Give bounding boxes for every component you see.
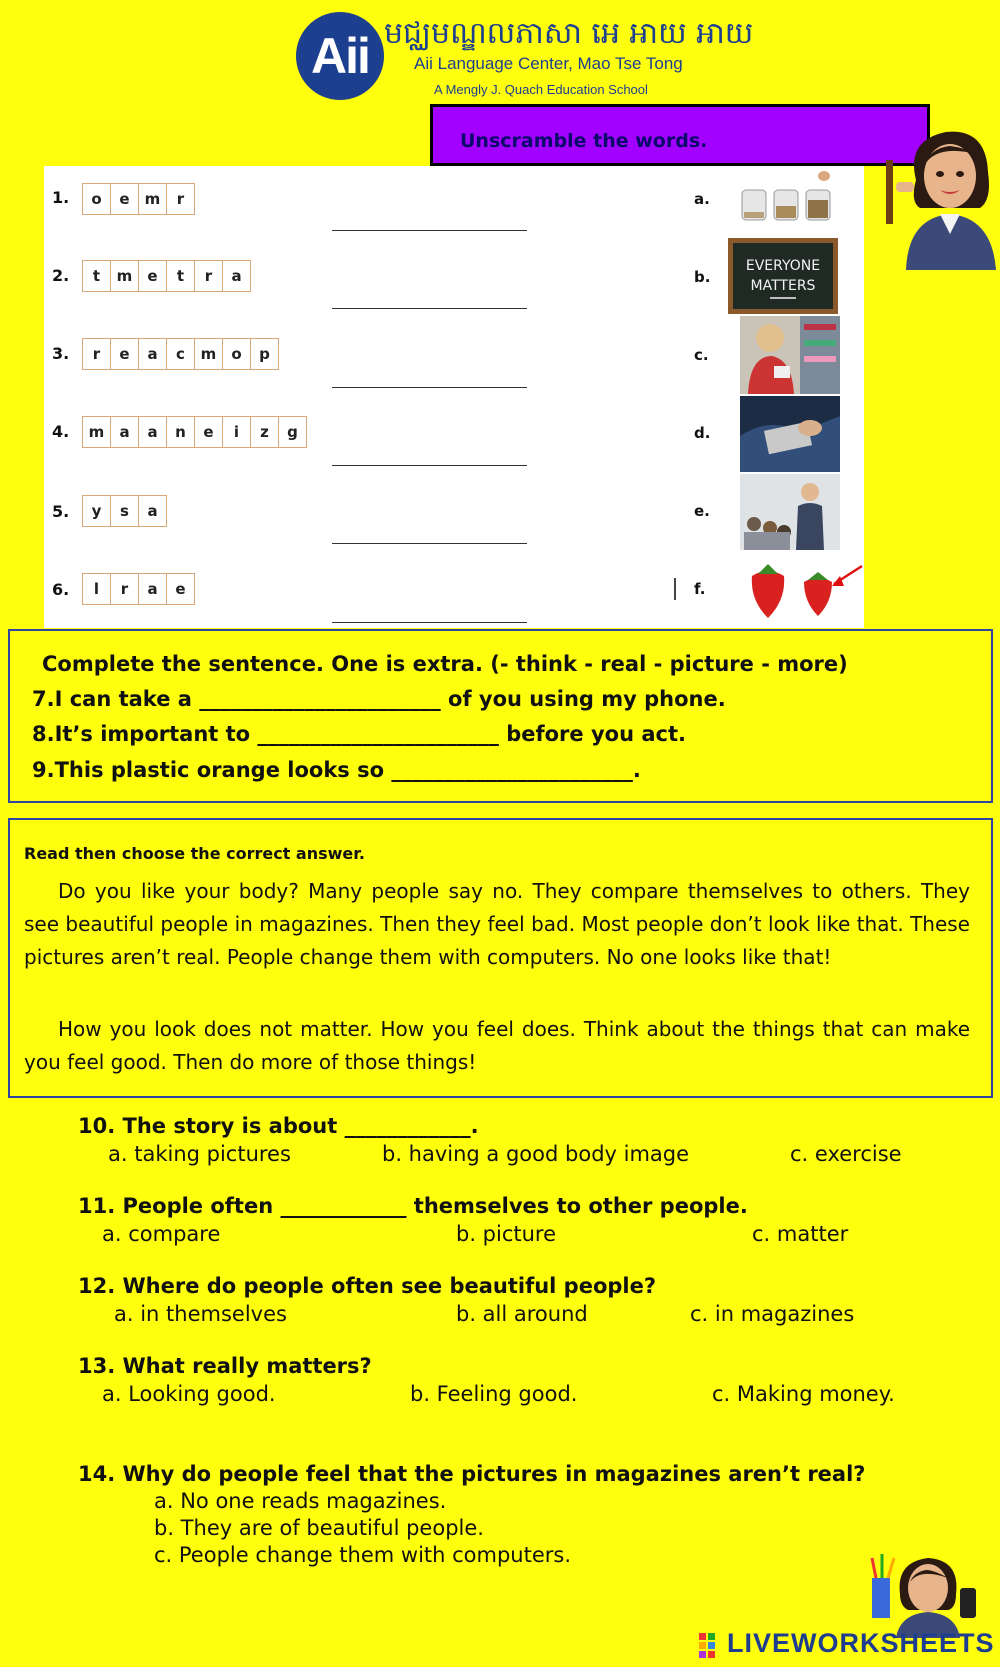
question-11: 11. People often ____________ themselves to other people. bbox=[78, 1194, 748, 1218]
sentence-8: 8.It’s important to _______________________ before you act. bbox=[32, 722, 686, 746]
picture-letter: a. bbox=[694, 190, 710, 208]
answer-line-3[interactable] bbox=[332, 387, 527, 388]
school-name: A Mengly J. Quach Education School bbox=[434, 82, 648, 97]
chalkboard-picture bbox=[728, 238, 838, 314]
teacher-avatar-icon bbox=[896, 110, 1000, 270]
question-12: 12. Where do people often see beautiful people? bbox=[78, 1274, 657, 1298]
answer-line-4[interactable] bbox=[332, 465, 527, 466]
answer-line-1[interactable] bbox=[332, 230, 527, 231]
question-13: 13. What really matters? bbox=[78, 1354, 372, 1378]
letter-box: m bbox=[111, 261, 139, 291]
liveworksheets-logo-icon bbox=[699, 1633, 725, 1659]
letter-box: e bbox=[195, 417, 223, 447]
letter-box: o bbox=[223, 339, 251, 369]
answer-line-6[interactable] bbox=[332, 622, 527, 623]
reading-paragraph-1: Do you like your body? Many people say no. They compare themselves to others. They see beautiful people in magazines. Then they feel bad. Most people don’t look like that. These pictures aren’t real. People change them with computers. No one looks like that! bbox=[24, 879, 970, 969]
letter-box: m bbox=[83, 417, 111, 447]
picture-letter: b. bbox=[694, 268, 711, 286]
option-a[interactable]: a. taking pictures bbox=[108, 1142, 291, 1166]
item-number: 2. bbox=[52, 266, 70, 285]
letter-box: g bbox=[287, 423, 298, 441]
option-b[interactable]: b. Feeling good. bbox=[410, 1382, 578, 1406]
chalk-line-1: EVERYONE bbox=[745, 258, 821, 274]
man-presenting-picture bbox=[740, 474, 840, 550]
letter-box: e bbox=[111, 184, 139, 214]
item-number: 1. bbox=[52, 188, 70, 207]
center-name: Aii Language Center, Mao Tse Tong bbox=[414, 54, 683, 73]
letter-box: m bbox=[139, 184, 167, 214]
letter-box: a bbox=[111, 417, 139, 447]
answer-line-5[interactable] bbox=[332, 543, 527, 544]
option-a[interactable]: a. Looking good. bbox=[102, 1382, 276, 1406]
letter-box: y bbox=[83, 496, 111, 526]
item-number: 5. bbox=[52, 502, 70, 521]
option-c[interactable]: c. matter bbox=[752, 1222, 849, 1246]
option-b[interactable]: b. They are of beautiful people. bbox=[154, 1516, 484, 1540]
teacher-footer-icon bbox=[868, 1548, 988, 1638]
letter-box: p bbox=[259, 345, 270, 363]
option-a[interactable]: a. compare bbox=[102, 1222, 221, 1246]
option-b[interactable]: b. having a good body image bbox=[382, 1142, 690, 1166]
cursor-bar bbox=[674, 578, 676, 600]
letter-box: m bbox=[195, 339, 223, 369]
scrambled-letters bbox=[82, 495, 167, 527]
woman-reading-magazine-picture bbox=[740, 316, 840, 394]
letter-box: t bbox=[167, 261, 195, 291]
letter-box: a bbox=[147, 502, 158, 520]
scrambled-letters bbox=[82, 416, 307, 448]
answer-line-2[interactable] bbox=[332, 308, 527, 309]
scrambled-letters bbox=[82, 338, 279, 370]
letter-box: n bbox=[167, 417, 195, 447]
letter-box: e bbox=[175, 580, 186, 598]
letter-box: e bbox=[139, 261, 167, 291]
letter-box: s bbox=[111, 496, 139, 526]
option-c[interactable]: c. exercise bbox=[790, 1142, 902, 1166]
sentence-7: 7.I can take a _______________________ of you using my phone. bbox=[32, 687, 726, 711]
reading-instruction: Read then choose the correct answer. bbox=[24, 844, 365, 863]
banner-title: Unscramble the words. bbox=[460, 130, 708, 152]
hands-with-magazine-picture bbox=[740, 396, 840, 472]
letter-box: r bbox=[195, 261, 223, 291]
sign-post bbox=[886, 160, 893, 224]
strawberries-picture bbox=[744, 560, 866, 620]
letter-box: a bbox=[231, 267, 242, 285]
scrambled-letters bbox=[82, 573, 195, 605]
picture-letter: e. bbox=[694, 502, 710, 520]
khmer-center-name: មជ្ឈមណ្ឌលភាសា អេ អាយ អាយ bbox=[384, 16, 754, 51]
complete-instruction: Complete the sentence. One is extra. (- think - real - picture - more) bbox=[42, 652, 848, 676]
option-b[interactable]: b. picture bbox=[456, 1222, 557, 1246]
letter-box: a bbox=[139, 339, 167, 369]
chalk-line-2: MATTERS bbox=[750, 278, 816, 294]
letter-box: e bbox=[111, 339, 139, 369]
letter-box: z bbox=[251, 417, 279, 447]
picture-letter: d. bbox=[694, 424, 711, 442]
coin-jars-picture bbox=[738, 168, 838, 228]
question-14: 14. Why do people feel that the pictures in magazines aren’t real? bbox=[78, 1462, 866, 1486]
letter-box: t bbox=[83, 261, 111, 291]
picture-letter: f. bbox=[694, 580, 706, 598]
letter-box: r bbox=[111, 574, 139, 604]
letter-box: l bbox=[83, 574, 111, 604]
item-number: 3. bbox=[52, 344, 70, 363]
letter-box: o bbox=[83, 184, 111, 214]
letter-box: r bbox=[176, 190, 185, 208]
option-a[interactable]: a. in themselves bbox=[114, 1302, 287, 1326]
option-c[interactable]: c. Making money. bbox=[712, 1382, 895, 1406]
letter-box: a bbox=[139, 574, 167, 604]
letter-box: r bbox=[83, 339, 111, 369]
option-c[interactable]: c. in magazines bbox=[690, 1302, 855, 1326]
option-c[interactable]: c. People change them with computers. bbox=[154, 1543, 572, 1567]
question-10: 10. The story is about ____________. bbox=[78, 1114, 479, 1138]
reading-paragraph-2: How you look does not matter. How you feel does. Think about the things that can make you feel good. Then do more of those things! bbox=[24, 1017, 970, 1074]
sentence-9: 9.This plastic orange looks so _______________________. bbox=[32, 758, 641, 782]
aii-logo: Aii bbox=[296, 12, 384, 100]
letter-box: c bbox=[167, 339, 195, 369]
item-number: 6. bbox=[52, 580, 70, 599]
scrambled-letters bbox=[82, 183, 195, 215]
liveworksheets-brand[interactable]: LIVEWORKSHEETS bbox=[727, 1628, 995, 1658]
letter-box: i bbox=[223, 417, 251, 447]
option-b[interactable]: b. all around bbox=[456, 1302, 588, 1326]
option-a[interactable]: a. No one reads magazines. bbox=[154, 1489, 447, 1513]
letter-box: a bbox=[139, 417, 167, 447]
picture-letter: c. bbox=[694, 346, 709, 364]
item-number: 4. bbox=[52, 422, 70, 441]
scrambled-letters bbox=[82, 260, 251, 292]
